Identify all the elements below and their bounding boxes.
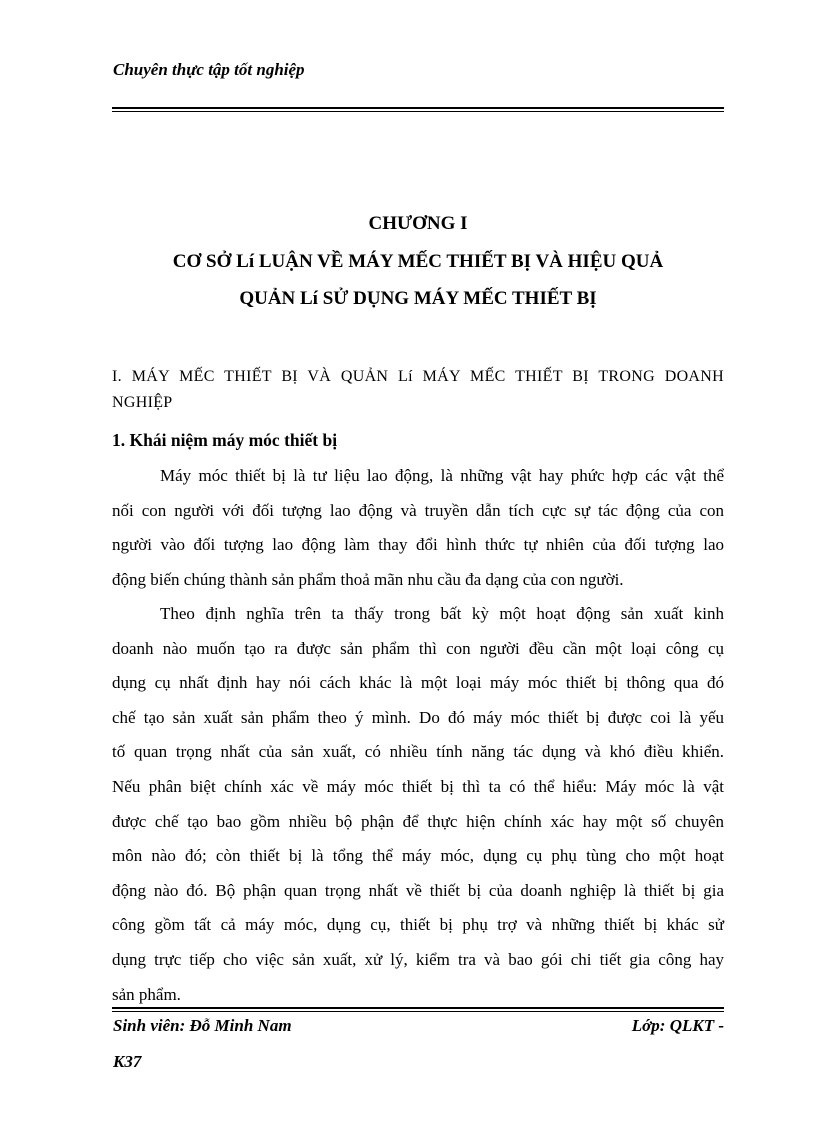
section-heading-line-2: NGHIỆP — [112, 394, 173, 411]
paragraph-2-line: động nào đó. Bộ phận quan trọng nhất về thiết bị của doanh nghiệp là thiết bị gia — [112, 880, 724, 900]
footer-student-name: Sinh viên: Đỗ Minh Nam — [113, 1016, 292, 1035]
footer-rule-thin — [112, 1011, 724, 1012]
section-heading — [112, 364, 724, 416]
footer-rule-thick — [112, 1007, 724, 1009]
paragraph-2-line: tố quan trọng nhất của sản xuất, có nhiều tính năng tác dụng và khó điều khiển. — [112, 742, 724, 762]
paragraph-2-line: môn nào đó; còn thiết bị là tổng thể máy móc, dụng cụ phụ tùng cho một hoạt — [112, 846, 724, 866]
paragraph-1-line: nối con người với đối tượng lao động và truyền dẫn tích cực sự tác động của con — [112, 500, 724, 520]
paragraph-1-line: người vào đối tượng lao động làm thay đổi hình thức tự nhiên của đối tượng lao — [112, 535, 724, 555]
paragraph-2 — [112, 597, 724, 1012]
subsection-heading: 1. Khái niệm máy móc thiết bị — [112, 430, 338, 450]
paragraph-1-line: động biến chúng thành sản phẩm thoả mãn nhu cầu đa dạng của con người. — [112, 569, 624, 589]
paragraph-1 — [112, 459, 724, 597]
paragraph-2-line: dụng trực tiếp cho việc sản xuất, xử lý, kiểm tra và bao gói chi tiết gia công hay — [112, 949, 724, 969]
paragraph-2-line: công gồm tất cả máy móc, dụng cụ, thiết bị phụ trợ và những thiết bị khác sử — [112, 915, 724, 935]
paragraph-2-line: Theo định nghĩa trên ta thấy trong bất kỳ một hoạt động sản xuất kinh — [160, 604, 724, 623]
chapter-title-line-1: CƠ SỞ Lí LUẬN VỀ MÁY MẾC THIẾT BỊ VÀ HIỆU QUẢ — [172, 251, 664, 272]
header-rule-thin — [112, 111, 724, 112]
chapter-number: CHƯƠNG I — [368, 213, 468, 234]
chapter-title-line-2: QUẢN Lí SỬ DỤNG MÁY MẾC THIẾT BỊ — [239, 288, 597, 309]
paragraph-2-line: được chế tạo bao gồm nhiều bộ phận để thực hiện chính xác hay một số chuyên — [112, 811, 724, 831]
paragraph-2-line: dụng cụ nhất định hay nói cách khác là một loại máy móc thiết bị thông qua đó — [112, 673, 724, 693]
paragraph-2-line: doanh nào muốn tạo ra được sản phẩm thì con người đều cần một loại công cụ — [112, 638, 724, 658]
paragraph-2-line: sản phẩm. — [112, 984, 181, 1004]
paragraph-1-line: Máy móc thiết bị là tư liệu lao động, là những vật hay phức hợp các vật thể — [160, 466, 724, 485]
page-header-title: Chuyên thực tập tốt nghiệp — [113, 60, 305, 79]
footer-class: Lớp: QLKT - — [631, 1016, 724, 1035]
section-heading-line-1: I. MÁY MẾC THIẾT BỊ VÀ QUẢN Lí MÁY MẾC THIẾT BỊ TRONG DOANH — [112, 368, 724, 385]
footer-class-continued: K37 — [113, 1052, 142, 1071]
header-rule-thick — [112, 107, 724, 109]
paragraph-2-line: chế tạo sản xuất sản phẩm theo ý mình. Do đó máy móc thiết bị được coi là yếu — [112, 707, 724, 727]
paragraph-2-line: Nếu phân biệt chính xác về máy móc thiết bị thì ta có thể hiểu: Máy móc là vật — [112, 776, 724, 796]
